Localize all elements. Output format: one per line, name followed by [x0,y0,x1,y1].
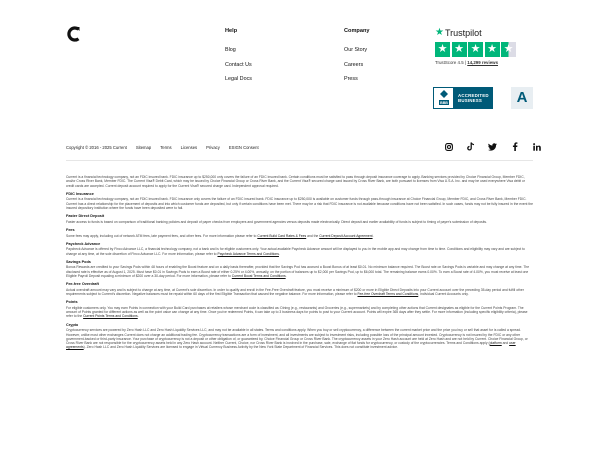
star-icon: ★ [468,42,483,57]
star-icon: ★ [435,42,450,57]
overdraft-terms-link[interactable]: Fee-free Overdraft Terms and Conditions [357,292,419,297]
help-title: Help [225,28,238,34]
help-column [225,28,252,91]
trustpilot-name: Trustpilot [444,27,482,38]
trustpilot-reviews[interactable]: 14,299 reviews [467,60,499,65]
twitter-icon[interactable] [488,142,497,151]
bbb-accredited-badge[interactable] [433,87,493,109]
fees-title: Fees [66,227,75,232]
trustpilot-star-icon: ★ [435,27,444,38]
boost-terms-link[interactable]: Current Boost Terms and Conditions [231,273,286,278]
copyright-text: Copyright © 2016 - 2025 Current [66,145,127,150]
company-title: Company [344,28,370,34]
savings-pods-disclosure: Bonus Rewards are credited to your Savings Pods within 48 hours of enabling the Boost feature and on a daily basis thereafter, provided that the Savings Pod has accrued a Boost Bonus of at least $0.01. No minimum balance required. The Boost rate on Savings Pods is variable and may change at any time. The disclosed rate is effective as of August 1, 2025. Must have $0.01 in Savings Pods to earn a Boost rate of either 0.25% or 4.00%, annually, on the portion of balances up to $2,000 per Savings Pod, up to $6,000 total. The remaining balance earns 0.00%. To earn a Boost rate of 4.00%, you must receive at least one Eligible Payroll Deposit equaling a minimum of $200 over a 30-day period. For more information, please refer to Current Boost Terms and Conditions. [66,265,530,278]
bbb-seal-text: BBB [439,101,448,106]
current-logo[interactable] [66,26,82,42]
terms-link[interactable]: Terms [160,145,172,150]
overdraft-disclosure: Actual overdraft amount may vary and is subject to change at any time, at Current's sole discretion. In order to qualify and enroll in the Fee-Free Overdraft feature, you must receive a minimum of $200 or more in Eligible Direct Deposits into your Current account over the preceding 35-day period and fulfill other requirements subject to Current's discretion. Negative balances must be repaid within 60 days of the first Eligible Transaction that caused the negative balance. For more information, please refer to Fee-free Overdraft Terms and Conditions, Individual Current Accounts only. [66,287,524,297]
faster-deposit-title: Faster Direct Deposit [66,214,105,219]
overdraft-title: Fee-free Overdraft [66,282,99,287]
savings-pods-title: Savings Pods [66,259,91,264]
legal-bar [66,145,268,150]
faster-deposit-disclosure: Faster access to funds is based on comparison of traditional banking policies and deposit of paper checks from employers and government agencies versus deposits made electronically. Direct deposit and earlier availability of funds is subject to timing of payer's submission of deposits. [66,219,487,224]
trustscore-separator: | [464,60,467,65]
intro-disclosure: Current is a financial technology company, not an FDIC insured bank. FDIC insurance up to $250,000 only covers the failure of an FDIC insured bank. Certain conditions must be satisfied to pass through deposit insurance coverage to apply. Banking services provided by Choice Financial Group, Member FDIC, and/or Cross River Bank, Member FDIC. The Current Visa® Debit Card, which may be issued by Choice Financial Group or Cross River Bank, and the Current Visa® secured charge card issued by Cross River Bank, are both pursuant to licenses from Visa U.S.A. Inc. and may be used everywhere Visa debit or credit cards are accepted. Current deposit account required to apply for the Current Visa® secured charge card. Independent approval required. [66,175,526,188]
trustpilot-widget[interactable] [435,27,527,73]
trustpilot-stars [435,42,527,57]
contact-us-link[interactable]: Contact Us [225,61,252,68]
linkedin-icon[interactable] [532,142,541,151]
paycheck-terms-link[interactable]: Paycheck Advance Terms and Conditions [217,251,279,256]
disclosures [66,175,534,354]
esign-consent-link[interactable]: ESIGN Consent [228,145,259,150]
crypto-disclosure: Cryptocurrency services are powered by Zero Hash LLC and Zero Hash Liquidity Services LLC, and may not be available in all states. Terms and conditions apply. When you buy or sell cryptocurrency, a difference between the current market price and the price you buy or sell that asset for is called a spread. However, unlike most other exchanges Current does not charge an additional trading fee. Cryptocurrency transactions are a form of investment, and all investments are subject to investment risks, including possible loss of the principal amount invested. Cryptocurrency is not insured by the FDIC or any other government-backed or third-party insurance. Your purchase of cryptocurrency is not a deposit or other obligation of, or guaranteed by, Choice Financial Group or Cross River Bank. The cryptocurrency assets in your Zero Hash account are held at Zero Hash and are not held by Current. Choice Financial Group, or Cross River Bank are not responsible for the cryptocurrency assets held in any Zero Hash account. Neither Current, Choice, nor Cross River Bank is involved in the purchase, sale, exchange of fiat funds for cryptocurrency, or custody of the cryptocurrencies. Terms and Conditions apply (platform and user agreements). Zero Hash LLC and Zero Hash Liquidity Services are licensed to engage in Virtual Currency Business Activity by the New York State Department of Financial Services. This does not constitute investment advice. [66,328,528,350]
fees-disclosure: Some fees may apply, including out of network ATM fees, late payment fees, and other fees. For more information please refer to Current Build Card Rates & Fees and the Current Deposit Account Agreement. [66,233,374,238]
platform-agreement-link[interactable]: platform [489,341,502,346]
crypto-title: Crypto [66,322,79,327]
company-column [344,28,370,91]
bbb-seal-icon [433,87,454,109]
careers-link[interactable]: Careers [344,61,364,68]
points-disclosure: For eligible customers only. You may earn Points in connection with your Build Card purchases at retailers whose merchant code is classified as: Dining (e.g., restaurants) and Groceries (e.g., supermarkets) and by completing other actions that Current designates as eligible for the Current Points Program. The amount of Points granted for different actions as well as the point value can change at any time. Once you've redeemed Points, it can take up to 3 business days for points to post to your Current account. Points will expire 365 days after they settle. For more information (including specific eligibility criteria), please refer to the Current Points Terms and Conditions. [66,305,528,319]
star-icon: ★ [485,42,500,57]
deposit-agreement-link[interactable]: Current Deposit Account Agreement [319,233,373,238]
instagram-icon[interactable] [444,142,453,151]
sitemap-link[interactable]: Sitemap [135,145,152,150]
points-title: Points [66,300,78,305]
star-icon: ★ [452,42,467,57]
user-agreements-link[interactable]: user agreements [66,341,516,350]
bbb-line2: BUSINESS [458,98,483,103]
tiktok-icon[interactable] [466,142,475,151]
privacy-link[interactable]: Privacy [206,145,220,150]
press-link[interactable]: Press [344,76,358,83]
trustscore-label: TrustScore 4.5 [435,60,464,65]
fdic-title: FDIC Insurance [66,191,94,196]
build-card-fees-link[interactable]: Current Build Card Rates & Fees [257,233,307,238]
trustscore-text [435,60,527,65]
our-story-link[interactable]: Our Story [344,47,368,53]
legal-docs-link[interactable]: Legal Docs [225,76,252,83]
licenses-link[interactable]: Licenses [180,145,198,150]
paycheck-advance-title: Paycheck Advance [66,241,101,246]
points-terms-link[interactable]: Current Points Terms and Conditions [83,314,138,319]
blog-link[interactable]: Blog [225,47,236,53]
half-star-icon: ★ [501,42,516,57]
facebook-icon[interactable] [510,142,519,151]
fdic-disclosure: Current is a financial technology company, not an FDIC insured bank. FDIC insurance only covers the failure of an FDIC insured bank. FDIC insurance up to $250,000 is available on customer funds through pass-through insurance at Choice Financial Group, Member FDIC, and Cross River Bank, Member FDIC. Current has a direct relationship for the placement of deposits and into which customer funds are deposited, but only if certain conditions have been met. There may be a risk that FDIC insurance is not available because conditions have not been satisfied. In such cases, funds may not be fully insured in the event the insured depository institution where the funds have been deposited were to fail. [66,197,534,210]
bbb-rating-badge[interactable]: A [511,87,533,109]
bbb-line1: ACCREDITED [458,93,489,98]
footer-divider [66,160,533,161]
social-links [444,142,541,151]
paycheck-advance-disclosure: Paycheck Advance is offered by Finco Advance LLC, a financial technology company, not a bank and is for eligible customers only. Your actual available Paycheck Advance amount will be displayed to you in the mobile app and may change from time to time. Conditions and eligibility may vary and are subject to change at any time, at the sole discretion of Finco Advance LLC. For more information, please refer to Paycheck Advance Terms and Conditions. [66,247,525,256]
